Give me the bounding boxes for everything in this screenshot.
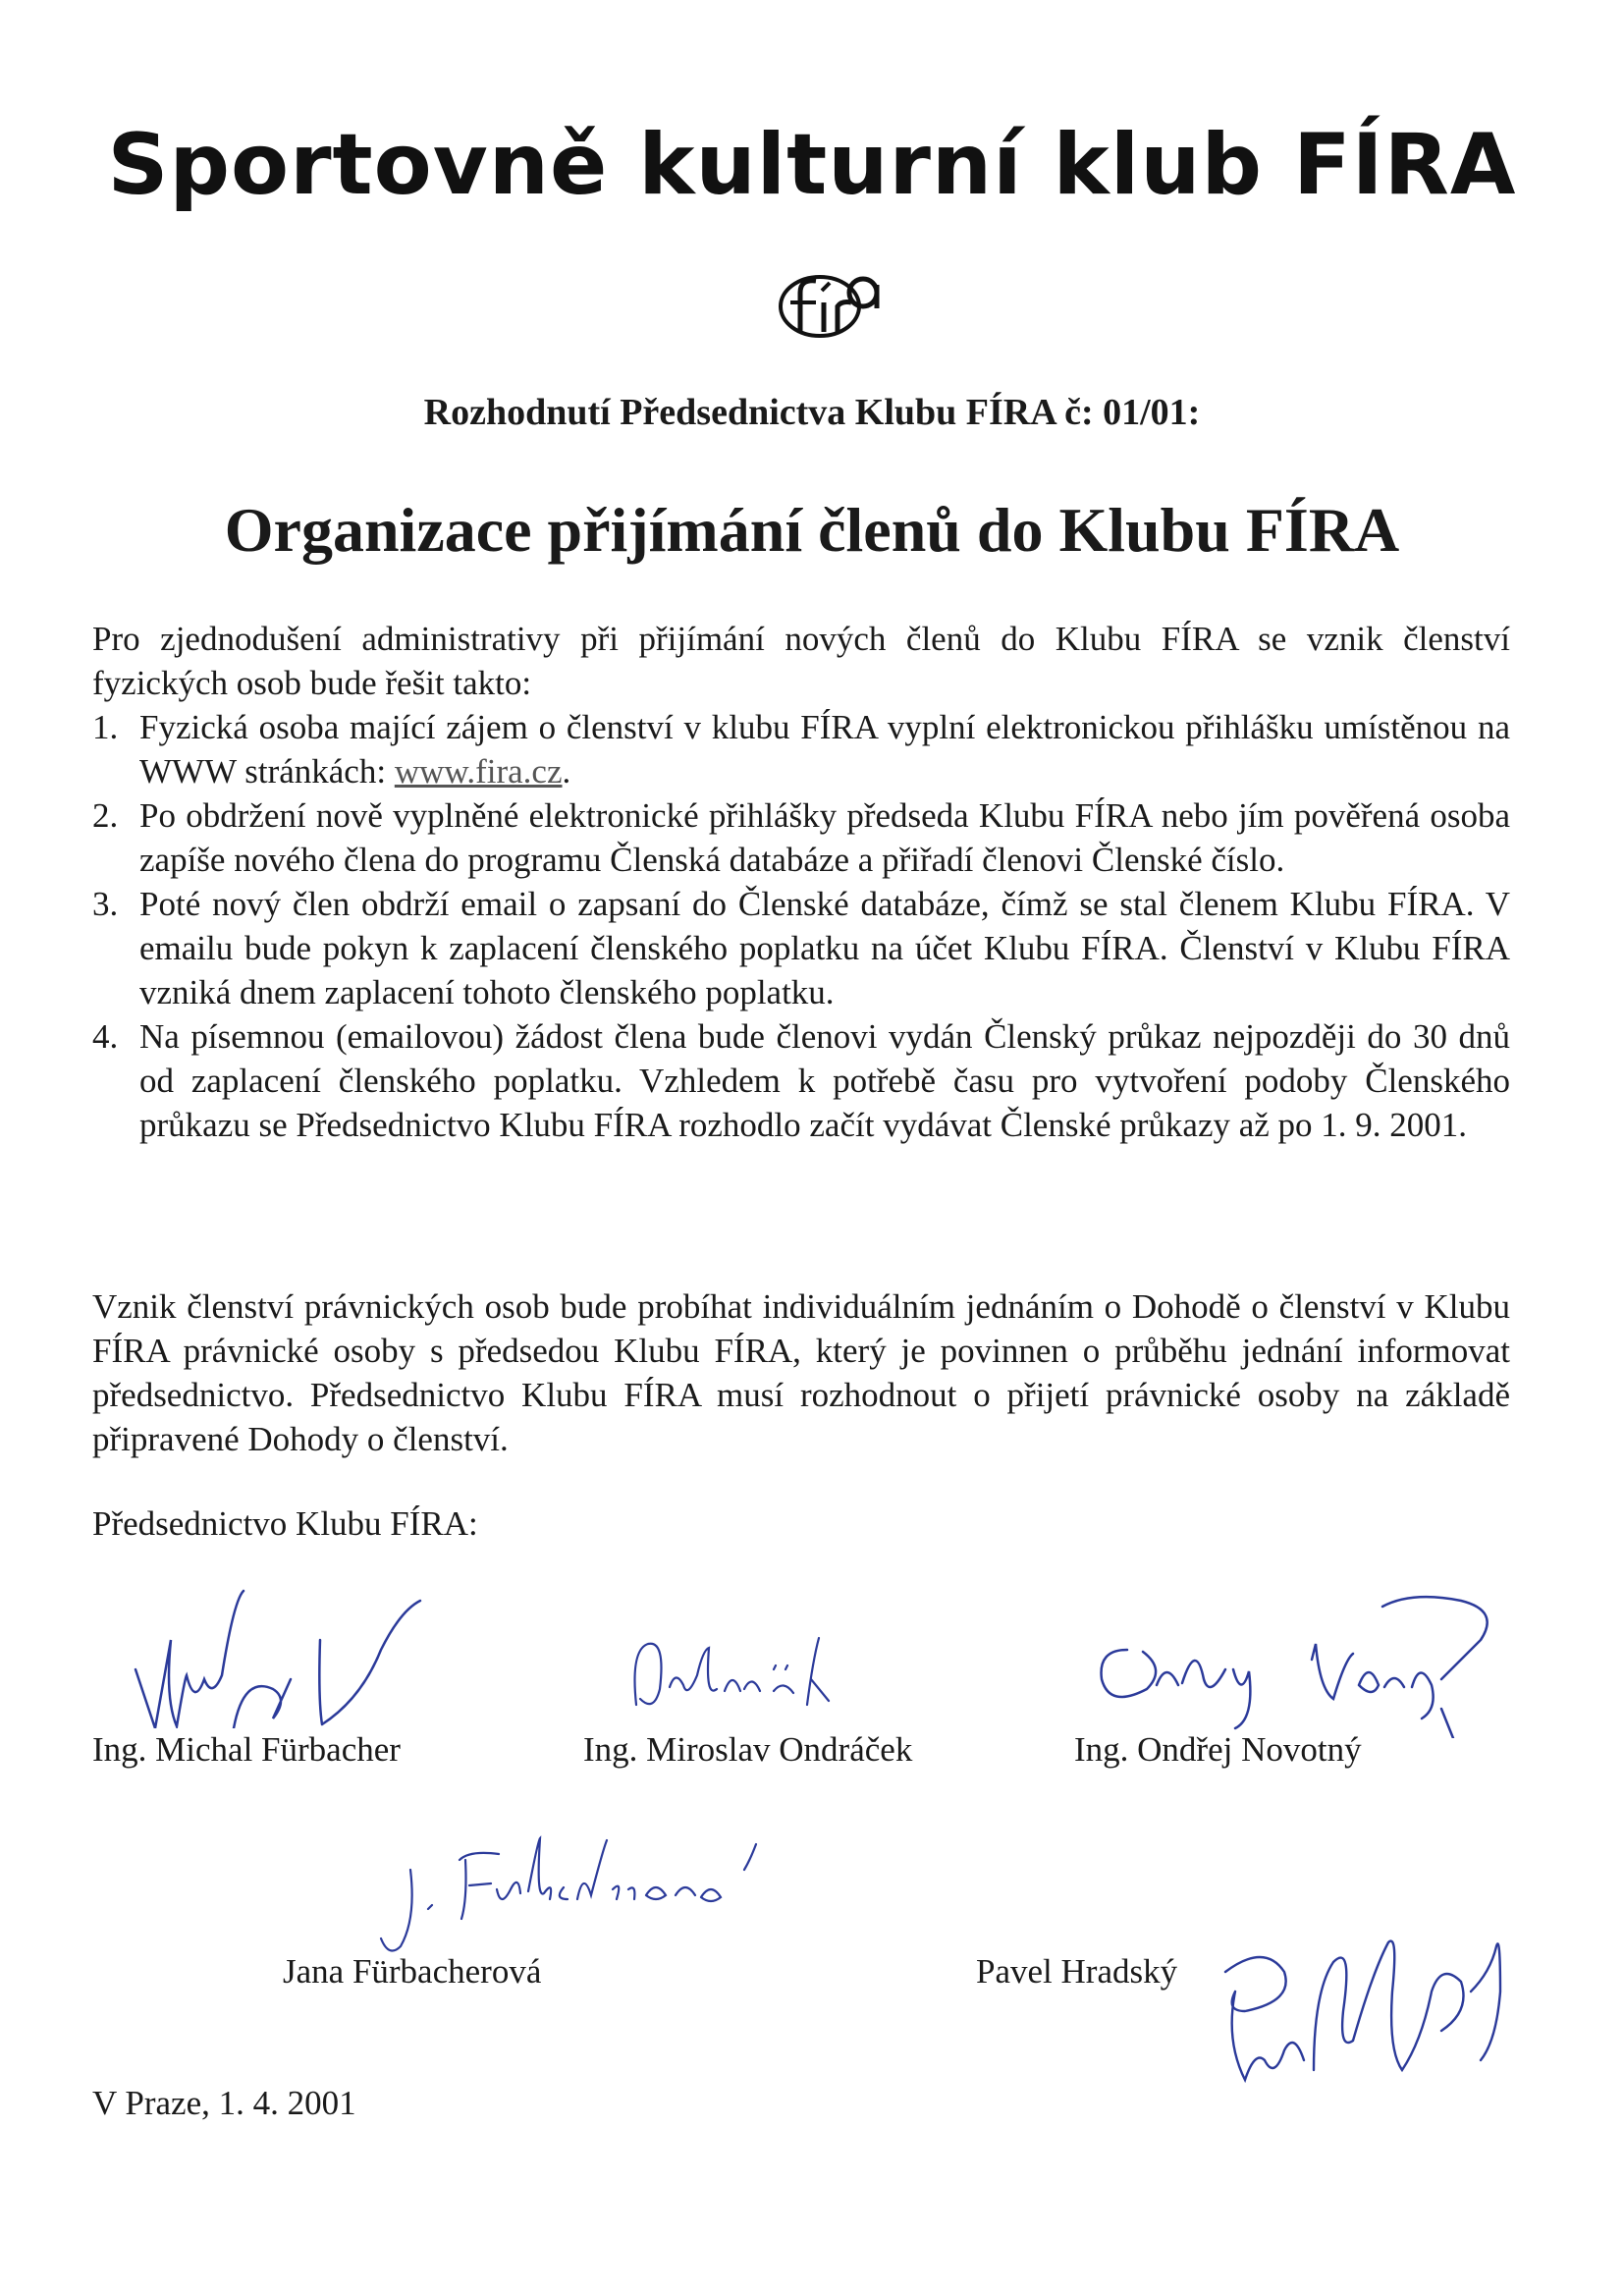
decision-reference: Rozhodnutí Předsednictva Klubu FÍRA č: 01/01: — [423, 392, 1201, 433]
list-item — [92, 793, 1510, 882]
list-text: Poté nový člen obdrží email o zapsaní do Členské databáze, čímž se stal členem Klubu FÍRA. V emailu bude pokyn k zaplacení členského poplatku na účet Klubu FÍRA. Členství v Klubu FÍRA vzniká dnem zaplacení tohoto členského poplatku. — [139, 885, 1510, 1011]
list-item — [92, 705, 1510, 793]
board-label: Předsednictvo Klubu FÍRA: — [92, 1504, 478, 1543]
fira-logo — [773, 263, 881, 344]
legal-entities-paragraph: Vznik členství právnických osob bude probíhat individuálním jednáním o Dohodě o členství v Klubu FÍRA právnické osoby s předsedou Klubu FÍRA, který je povinnen o průběhu jednání informovat předsednictvo. Předsednictvo Klubu FÍRA musí rozhodnout o přijetí právnické osoby na základě připravené Dohody o členství. — [92, 1287, 1510, 1458]
list-item — [92, 1014, 1510, 1147]
signature-novotny — [1088, 1591, 1510, 1738]
signer-name: Ing. Michal Fürbacher — [92, 1730, 401, 1769]
signature-ondracek — [626, 1630, 833, 1719]
signature-hradsky — [1206, 1933, 1510, 2100]
document-title: Organizace přijímání členů do Klubu FÍRA — [224, 495, 1400, 565]
list-text-end: . — [562, 752, 571, 791]
signer-name: Pavel Hradský — [976, 1952, 1178, 1991]
procedure-list — [92, 705, 1510, 1147]
list-item — [92, 882, 1510, 1014]
list-number: 1. — [92, 708, 119, 746]
list-number: 2. — [92, 796, 119, 835]
signer-name: Jana Fürbacherová — [283, 1952, 542, 1991]
signature-furbacher — [126, 1581, 430, 1728]
list-text: Na písemnou (emailovou) žádost člena bude členovi vydán Členský průkaz nejpozději do 30 dnů od zaplacení členského poplatku. Vzhledem k potřebě času pro vytvoření podoby Členského průkazu se Předsednictvo Klubu FÍRA rozhodlo začít vydávat Členské průkazy až po 1. 9. 2001. — [139, 1017, 1510, 1144]
website-link[interactable]: www.fira.cz — [394, 752, 563, 791]
list-number: 3. — [92, 885, 119, 923]
signature-furbacherova — [371, 1830, 823, 1958]
signer-name: Ing. Miroslav Ondráček — [583, 1730, 913, 1769]
list-text: Po obdržení nově vyplněné elektronické přihlášky předseda Klubu FÍRA nebo jím pověřená osoba zapíše nového člena do programu Členská databáze a přiřadí členovi Členské číslo. — [139, 796, 1510, 879]
signer-name: Ing. Ondřej Novotný — [1074, 1730, 1362, 1769]
list-text: Fyzická osoba mající zájem o členství v klubu FÍRA vyplní elektronickou přihlášku umístěnou na WWW stránkách: — [139, 708, 1510, 791]
list-number: 4. — [92, 1017, 119, 1056]
intro-paragraph: Pro zjednodušení administrativy při přijímání nových členů do Klubu FÍRA se vznik členství fyzických osob bude řešit takto: — [92, 620, 1510, 702]
place-and-date: V Praze, 1. 4. 2001 — [92, 2084, 356, 2122]
club-title: Sportovně kulturní klub FÍRA — [107, 116, 1517, 214]
